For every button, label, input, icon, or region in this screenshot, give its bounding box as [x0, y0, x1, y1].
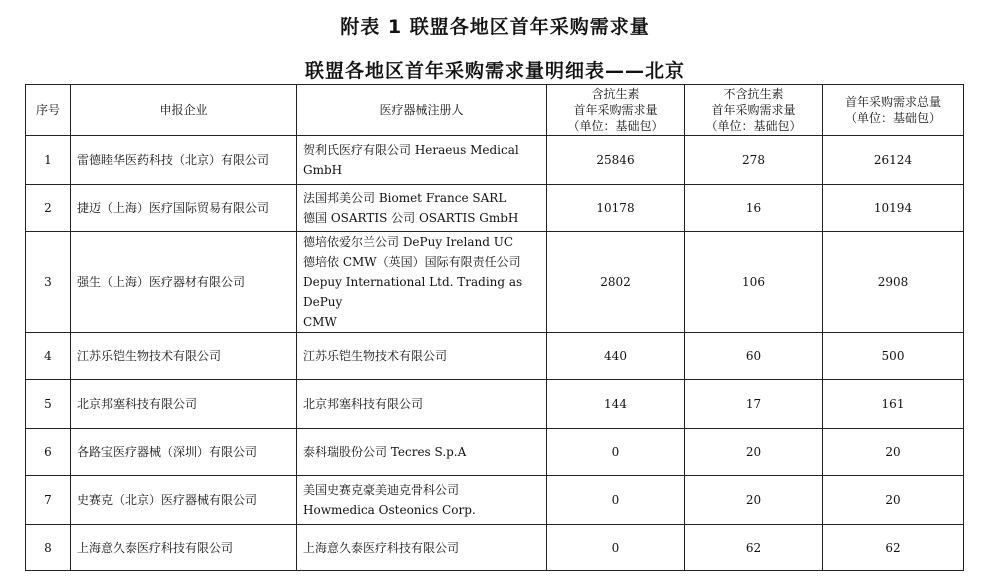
cell-registrant: 上海意久泰医疗科技有限公司	[297, 525, 547, 571]
cell-total: 161	[823, 380, 964, 429]
cell-registrant: 德培依爱尔兰公司 DePuy Ireland UC 德培依 CMW（英国）国际有限责任公司 Depuy International Ltd. Trading as DePuy CMW	[297, 232, 547, 333]
cell-company: 上海意久泰医疗科技有限公司	[71, 525, 297, 571]
cell-with-antibiotic: 10178	[547, 185, 685, 232]
cell-company: 各路宝医疗器械（深圳）有限公司	[71, 429, 297, 476]
cell-without-antibiotic: 20	[685, 476, 823, 525]
cell-without-antibiotic: 278	[685, 136, 823, 185]
table-row	[26, 333, 964, 380]
cell-with-antibiotic: 0	[547, 429, 685, 476]
cell-total: 26124	[823, 136, 964, 185]
cell-with-antibiotic: 25846	[547, 136, 685, 185]
cell-index: 8	[26, 525, 71, 571]
cell-total: 20	[823, 476, 964, 525]
cell-index: 3	[26, 232, 71, 333]
header-index: 序号	[26, 85, 71, 136]
cell-with-antibiotic: 2802	[547, 232, 685, 333]
table-header-row	[26, 85, 964, 136]
cell-company: 北京邦塞科技有限公司	[71, 380, 297, 429]
header-with-antibiotic: 含抗生素 首年采购需求量 （单位：基础包）	[547, 85, 685, 136]
cell-with-antibiotic: 0	[547, 525, 685, 571]
table-row	[26, 380, 964, 429]
cell-total: 2908	[823, 232, 964, 333]
table-row	[26, 476, 964, 525]
table-row	[26, 136, 964, 185]
header-registrant: 医疗器械注册人	[297, 85, 547, 136]
cell-with-antibiotic: 0	[547, 476, 685, 525]
cell-company: 强生（上海）医疗器材有限公司	[71, 232, 297, 333]
cell-index: 4	[26, 333, 71, 380]
cell-index: 2	[26, 185, 71, 232]
cell-total: 62	[823, 525, 964, 571]
document-title: 附表 1 联盟各地区首年采购需求量	[340, 16, 650, 38]
header-total: 首年采购需求总量 （单位：基础包）	[823, 85, 964, 136]
cell-registrant: 北京邦塞科技有限公司	[297, 380, 547, 429]
cell-without-antibiotic: 106	[685, 232, 823, 333]
cell-total: 500	[823, 333, 964, 380]
cell-company: 捷迈（上海）医疗国际贸易有限公司	[71, 185, 297, 232]
table-row	[26, 232, 964, 333]
cell-with-antibiotic: 440	[547, 333, 685, 380]
table-row	[26, 525, 964, 571]
cell-index: 7	[26, 476, 71, 525]
cell-without-antibiotic: 60	[685, 333, 823, 380]
table-title: 联盟各地区首年采购需求量明细表——北京	[304, 60, 685, 82]
cell-company: 史赛克（北京）医疗器械有限公司	[71, 476, 297, 525]
cell-without-antibiotic: 62	[685, 525, 823, 571]
table-row	[26, 429, 964, 476]
header-without-antibiotic: 不含抗生素 首年采购需求量 （单位：基础包）	[685, 85, 823, 136]
cell-company: 雷德睦华医药科技（北京）有限公司	[71, 136, 297, 185]
table-row	[26, 185, 964, 232]
cell-index: 1	[26, 136, 71, 185]
cell-registrant: 法国邦美公司 Biomet France SARL 德国 OSARTIS 公司 OSARTIS GmbH	[297, 185, 547, 232]
cell-index: 5	[26, 380, 71, 429]
cell-with-antibiotic: 144	[547, 380, 685, 429]
cell-total: 10194	[823, 185, 964, 232]
cell-total: 20	[823, 429, 964, 476]
cell-without-antibiotic: 17	[685, 380, 823, 429]
cell-index: 6	[26, 429, 71, 476]
cell-registrant: 江苏乐铠生物技术有限公司	[297, 333, 547, 380]
cell-without-antibiotic: 20	[685, 429, 823, 476]
cell-without-antibiotic: 16	[685, 185, 823, 232]
cell-company: 江苏乐铠生物技术有限公司	[71, 333, 297, 380]
procurement-table	[25, 84, 964, 571]
cell-registrant: 美国史赛克豪美迪克骨科公司 Howmedica Osteonics Corp.	[297, 476, 547, 525]
header-company: 申报企业	[71, 85, 297, 136]
cell-registrant: 泰科瑞股份公司 Tecres S.p.A	[297, 429, 547, 476]
cell-registrant: 贺利氏医疗有限公司 Heraeus Medical GmbH	[297, 136, 547, 185]
